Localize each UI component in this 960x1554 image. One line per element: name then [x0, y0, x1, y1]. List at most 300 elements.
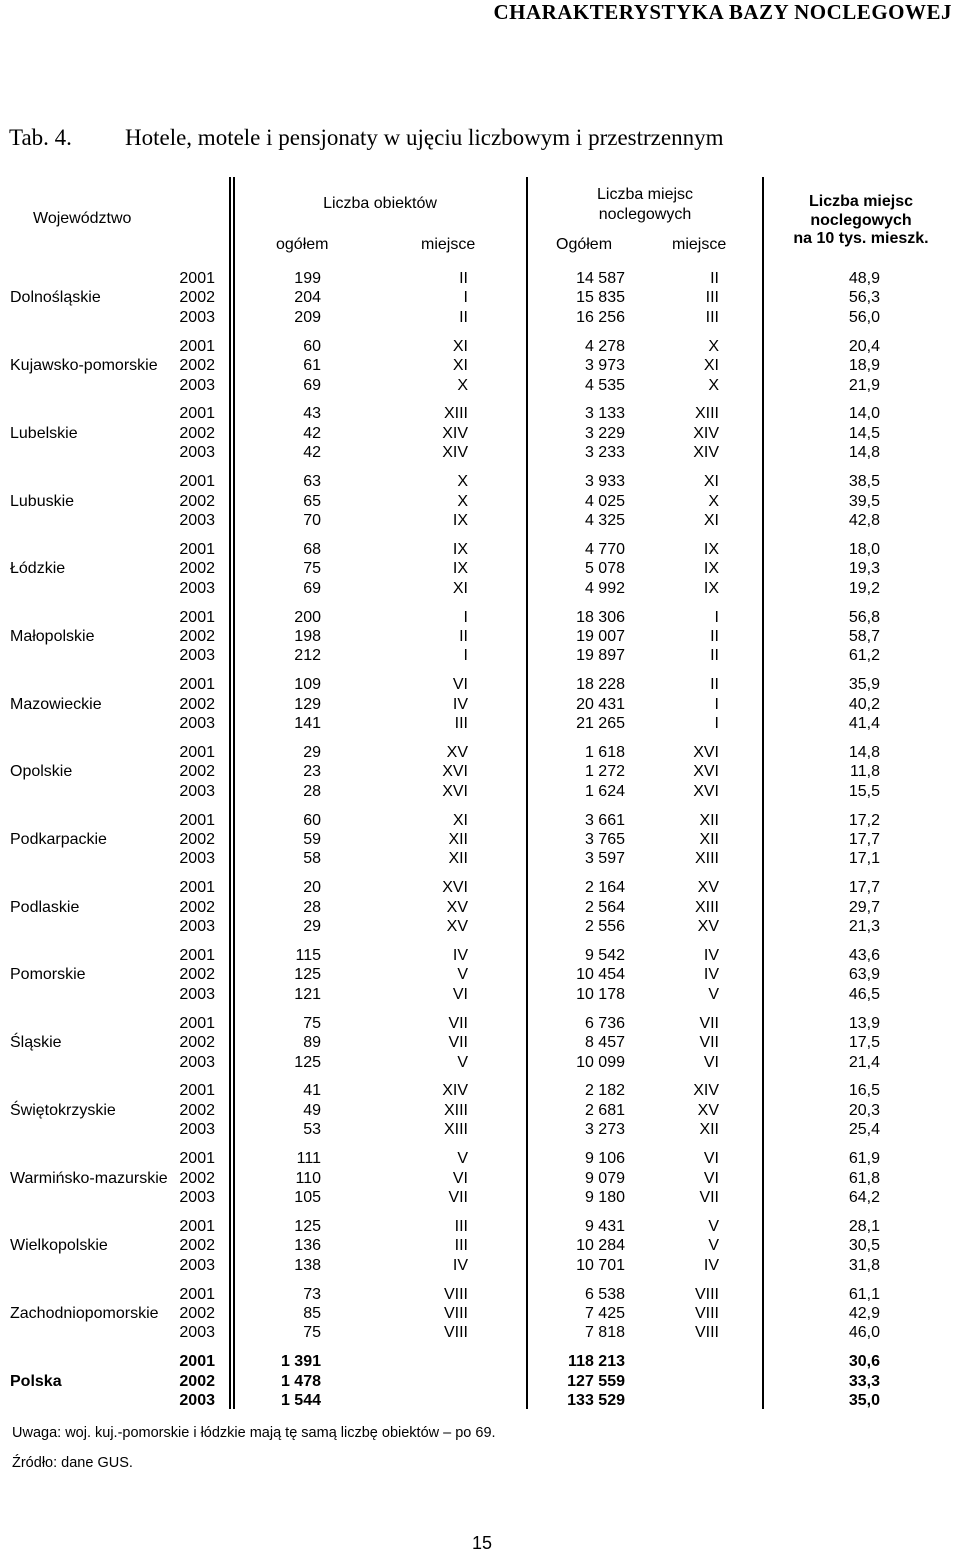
cell-beds-rank: III — [705, 308, 719, 326]
table-row — [0, 424, 960, 443]
region-name: Łódzkie — [10, 560, 66, 578]
table-row — [0, 608, 960, 627]
cell-objects-total: 58 — [303, 850, 321, 868]
cell-rate: 28,1 — [848, 1217, 880, 1235]
cell-beds-total: 3 765 — [584, 831, 625, 848]
header-objects-total: ogółem — [276, 236, 329, 253]
cell-beds-total: 4 535 — [584, 376, 625, 394]
cell-rate: 17,7 — [848, 879, 880, 897]
cell-objects-total: 42 — [303, 424, 321, 442]
cell-year: 2001 — [179, 1353, 215, 1371]
cell-year: 2003 — [179, 376, 215, 394]
cell-rate: 61,2 — [848, 647, 880, 665]
cell-objects-total: 20 — [303, 879, 321, 897]
cell-year: 2002 — [179, 1169, 215, 1187]
table-row — [0, 472, 960, 491]
cell-rate: 48,9 — [848, 270, 880, 287]
region-name: Małopolskie — [10, 627, 95, 645]
cell-beds-rank: IV — [703, 947, 719, 964]
cell-objects-rank: XIII — [443, 1101, 468, 1119]
cell-rate: 17,1 — [848, 850, 880, 868]
cell-beds-total: 9 106 — [584, 1150, 625, 1168]
cell-rate: 13,9 — [848, 1014, 880, 1032]
table-row — [0, 849, 960, 868]
cell-objects-rank: XIV — [442, 1082, 468, 1100]
table-row — [0, 1120, 960, 1139]
cell-rate: 39,5 — [848, 492, 880, 510]
cell-beds-total: 4 025 — [584, 492, 625, 510]
cell-beds-rank: XIV — [693, 1082, 719, 1100]
cell-objects-rank: IV — [452, 947, 468, 964]
cell-beds-rank: V — [708, 1237, 719, 1255]
cell-rate: 33,3 — [848, 1372, 880, 1390]
cell-beds-rank: VI — [703, 1053, 719, 1071]
cell-objects-total: 69 — [303, 579, 321, 597]
cell-beds-rank: II — [710, 676, 719, 694]
table-note: Uwaga: woj. kuj.-pomorskie i łódzkie mają tę samą liczbę obiektów – po 69. — [12, 1425, 496, 1441]
cell-objects-rank: X — [457, 376, 468, 394]
table-caption: Hotele, motele i pensjonaty w ujęciu liczbowym i przestrzennym — [125, 125, 724, 150]
table-row — [0, 946, 960, 965]
cell-objects-rank: XV — [446, 898, 468, 916]
cell-year: 2003 — [179, 1256, 215, 1274]
table-row — [0, 1033, 960, 1052]
cell-beds-rank: I — [714, 715, 719, 732]
cell-year: 2003 — [179, 511, 215, 529]
table-row — [0, 762, 960, 781]
cell-beds-rank: V — [708, 1217, 719, 1235]
cell-objects-total: 125 — [294, 1053, 321, 1071]
region-name: Podkarpackie — [10, 831, 107, 848]
cell-beds-rank: XI — [703, 511, 719, 529]
cell-objects-total: 23 — [303, 763, 321, 781]
table-row — [0, 675, 960, 694]
cell-year: 2001 — [179, 1014, 215, 1032]
cell-year: 2001 — [179, 1150, 215, 1168]
table-number: Tab. 4. — [9, 125, 72, 150]
cell-objects-total: 141 — [294, 715, 321, 732]
cell-objects-total: 28 — [303, 898, 321, 916]
cell-beds-total: 6 736 — [584, 1014, 625, 1032]
cell-beds-rank: VIII — [694, 1324, 719, 1342]
cell-beds-rank: X — [708, 492, 719, 510]
cell-beds-rank: XV — [697, 879, 719, 897]
cell-beds-rank: VI — [703, 1169, 719, 1187]
cell-beds-rank: V — [708, 985, 719, 1003]
cell-objects-rank: IV — [452, 695, 468, 713]
cell-year: 2001 — [179, 1082, 215, 1100]
cell-year: 2001 — [179, 1285, 215, 1303]
cell-beds-total: 9 079 — [584, 1169, 625, 1187]
table-row — [0, 1101, 960, 1120]
cell-year: 2001 — [179, 405, 215, 423]
cell-rate: 42,9 — [848, 1304, 880, 1322]
cell-beds-total: 2 556 — [584, 918, 625, 936]
cell-beds-rank: IV — [703, 1256, 719, 1274]
cell-beds-total: 133 529 — [567, 1392, 625, 1409]
cell-objects-rank: VIII — [443, 1304, 468, 1322]
table-source: Źródło: dane GUS. — [12, 1455, 133, 1471]
cell-year: 2001 — [179, 608, 215, 626]
cell-beds-rank: VII — [699, 1014, 719, 1032]
cell-year: 2002 — [179, 763, 215, 781]
region-name: Świętokrzyskie — [10, 1101, 116, 1119]
cell-beds-total: 9 542 — [584, 947, 625, 964]
table-row — [0, 1285, 960, 1304]
cell-beds-rank: I — [714, 695, 719, 713]
cell-objects-rank: XVI — [442, 763, 468, 781]
cell-beds-rank: XIII — [694, 898, 719, 916]
cell-objects-total: 111 — [296, 1150, 321, 1168]
cell-objects-rank: XI — [452, 579, 468, 597]
header-rate-line2: noclegowych — [810, 212, 912, 229]
cell-objects-rank: VIII — [443, 1285, 468, 1303]
cell-beds-total: 10 701 — [576, 1256, 625, 1274]
cell-objects-total: 198 — [294, 627, 321, 645]
cell-objects-total: 28 — [303, 782, 321, 800]
cell-rate: 17,7 — [848, 831, 880, 848]
cell-objects-rank: X — [457, 473, 468, 491]
cell-beds-total: 3 233 — [584, 444, 625, 462]
table-row — [0, 356, 960, 375]
cell-objects-rank: I — [463, 608, 468, 626]
cell-objects-rank: XIII — [443, 1121, 468, 1139]
cell-objects-total: 125 — [294, 1217, 321, 1235]
region-name: Lubelskie — [10, 424, 78, 442]
cell-objects-total: 199 — [294, 270, 321, 287]
cell-beds-rank: II — [710, 627, 719, 645]
region-name: Śląskie — [10, 1034, 62, 1052]
table-row — [0, 627, 960, 646]
cell-beds-total: 1 618 — [584, 743, 625, 761]
cell-objects-rank: VI — [452, 676, 468, 694]
cell-year: 2001 — [179, 473, 215, 491]
cell-objects-total: 42 — [303, 444, 321, 462]
cell-year: 2003 — [179, 579, 215, 597]
cell-year: 2002 — [179, 831, 215, 848]
header-beds-line1: Liczba miejsc — [596, 186, 694, 203]
region-name: Mazowieckie — [10, 695, 102, 713]
cell-rate: 56,0 — [848, 308, 880, 326]
cell-year: 2003 — [179, 308, 215, 326]
header-objects: Liczba obiektów — [323, 195, 437, 212]
cell-beds-rank: XV — [697, 1101, 719, 1119]
cell-year: 2001 — [179, 879, 215, 897]
cell-year: 2003 — [179, 782, 215, 800]
cell-year: 2001 — [179, 743, 215, 761]
cell-objects-rank: XIV — [442, 424, 468, 442]
cell-rate: 19,2 — [848, 579, 880, 597]
cell-beds-total: 2 564 — [584, 898, 625, 916]
cell-beds-total: 118 213 — [568, 1353, 625, 1371]
cell-beds-total: 2 681 — [584, 1101, 625, 1119]
cell-objects-total: 204 — [294, 289, 321, 307]
cell-beds-rank: X — [708, 376, 719, 394]
cell-beds-rank: XIII — [694, 850, 719, 868]
cell-beds-total: 6 538 — [584, 1285, 625, 1303]
cell-objects-total: 75 — [303, 1014, 321, 1032]
cell-beds-rank: X — [708, 337, 719, 355]
cell-year: 2003 — [179, 1392, 215, 1409]
table-row — [0, 559, 960, 578]
cell-objects-total: 75 — [303, 1324, 321, 1342]
cell-objects-total: 69 — [303, 376, 321, 394]
cell-year: 2002 — [179, 357, 215, 375]
region-name: Lubuskie — [10, 492, 75, 510]
table-row — [0, 579, 960, 598]
cell-objects-total: 70 — [303, 511, 321, 529]
cell-beds-rank: XII — [699, 1121, 719, 1139]
header-rate-line1: Liczba miejsc — [808, 193, 914, 210]
header-region: Województwo — [33, 210, 132, 227]
table-row — [0, 1391, 960, 1410]
region-name: Polska — [10, 1372, 62, 1390]
cell-year: 2001 — [179, 337, 215, 355]
cell-year: 2003 — [179, 647, 215, 665]
table-row — [0, 917, 960, 936]
table-row — [0, 1323, 960, 1342]
cell-objects-total: 110 — [295, 1169, 321, 1187]
cell-rate: 20,4 — [848, 337, 880, 355]
cell-beds-rank: XVI — [693, 743, 719, 761]
cell-beds-rank: IX — [703, 560, 719, 578]
header-rate-line3: na 10 tys. mieszk. — [793, 230, 929, 247]
cell-beds-total: 1 624 — [584, 782, 625, 800]
table-row — [0, 1081, 960, 1100]
cell-objects-rank: XIV — [442, 444, 468, 462]
cell-beds-total: 18 306 — [576, 608, 625, 626]
cell-beds-total: 4 992 — [584, 579, 625, 597]
cell-year: 2001 — [179, 947, 215, 964]
cell-rate: 29,7 — [848, 898, 880, 916]
table-row — [0, 511, 960, 530]
cell-beds-total: 5 078 — [584, 560, 625, 578]
cell-year: 2002 — [179, 898, 215, 916]
cell-rate: 21,9 — [848, 376, 880, 394]
table-row — [0, 337, 960, 356]
table-row — [0, 830, 960, 849]
cell-objects-total: 85 — [303, 1304, 321, 1322]
cell-beds-total: 9 431 — [584, 1217, 625, 1235]
region-name: Warmińsko-mazurskie — [10, 1169, 168, 1187]
cell-beds-total: 127 559 — [567, 1372, 625, 1390]
cell-objects-rank: XI — [452, 357, 468, 375]
cell-objects-rank: III — [454, 715, 468, 732]
cell-objects-rank: XI — [452, 337, 468, 355]
region-name: Wielkopolskie — [10, 1237, 108, 1255]
cell-rate: 61,8 — [848, 1169, 880, 1187]
cell-beds-rank: II — [710, 647, 719, 665]
table-row — [0, 1053, 960, 1072]
cell-year: 2003 — [179, 715, 215, 732]
cell-beds-rank: XII — [699, 811, 719, 829]
cell-year: 2003 — [179, 985, 215, 1003]
cell-beds-rank: XI — [703, 357, 719, 375]
cell-beds-total: 4 278 — [584, 337, 625, 355]
cell-objects-rank: III — [454, 1217, 468, 1235]
cell-beds-total: 3 273 — [584, 1121, 625, 1139]
cell-rate: 56,3 — [848, 289, 880, 307]
cell-beds-total: 9 180 — [584, 1188, 625, 1206]
cell-beds-rank: XVI — [693, 782, 719, 800]
cell-beds-total: 21 265 — [576, 715, 625, 732]
cell-rate: 30,5 — [848, 1237, 880, 1255]
cell-objects-rank: V — [457, 1053, 468, 1071]
cell-year: 2002 — [179, 1034, 215, 1052]
cell-objects-rank: VII — [448, 1188, 468, 1206]
cell-year: 2001 — [179, 1217, 215, 1235]
cell-year: 2002 — [179, 695, 215, 713]
table-row — [0, 1014, 960, 1033]
cell-objects-rank: VI — [452, 985, 468, 1003]
cell-objects-rank: XII — [448, 831, 468, 848]
cell-objects-rank: I — [463, 647, 468, 665]
cell-objects-total: 1 391 — [280, 1353, 321, 1371]
cell-objects-total: 200 — [294, 608, 321, 626]
cell-beds-rank: VI — [703, 1150, 719, 1168]
cell-rate: 18,9 — [848, 357, 880, 375]
cell-objects-rank: II — [459, 308, 468, 326]
table-row — [0, 376, 960, 395]
region-name: Pomorskie — [10, 966, 86, 984]
cell-objects-total: 129 — [294, 695, 321, 713]
table-row — [0, 443, 960, 462]
cell-objects-rank: VI — [452, 1169, 468, 1187]
cell-year: 2001 — [179, 676, 215, 694]
cell-rate: 17,5 — [848, 1034, 880, 1052]
cell-beds-rank: IX — [703, 579, 719, 597]
cell-beds-total: 18 228 — [576, 676, 625, 694]
cell-objects-rank: IV — [452, 1256, 468, 1274]
cell-objects-total: 89 — [303, 1034, 321, 1052]
table-row — [0, 308, 960, 327]
cell-objects-rank: I — [463, 289, 468, 307]
cell-year: 2002 — [179, 424, 215, 442]
cell-beds-total: 3 973 — [584, 357, 625, 375]
cell-beds-total: 14 587 — [576, 270, 625, 287]
cell-year: 2002 — [179, 1372, 215, 1390]
cell-beds-rank: XI — [703, 473, 719, 491]
cell-rate: 40,2 — [848, 695, 880, 713]
table-row — [0, 1188, 960, 1207]
cell-rate: 35,0 — [848, 1392, 880, 1409]
cell-objects-rank: IX — [452, 540, 468, 558]
cell-year: 2002 — [179, 1237, 215, 1255]
cell-rate: 15,5 — [848, 782, 880, 800]
region-name: Zachodniopomorskie — [10, 1304, 159, 1322]
cell-beds-total: 4 325 — [584, 511, 625, 529]
cell-beds-rank: XIV — [693, 424, 719, 442]
table-row — [0, 743, 960, 762]
cell-rate: 19,3 — [848, 560, 880, 578]
table-title — [9, 124, 723, 152]
cell-objects-rank: VIII — [443, 1324, 468, 1342]
cell-objects-total: 49 — [303, 1101, 321, 1119]
table-row — [0, 1236, 960, 1255]
cell-rate: 58,7 — [848, 627, 880, 645]
cell-beds-rank: VIII — [694, 1285, 719, 1303]
cell-beds-rank: III — [705, 289, 719, 307]
running-header: CHARAKTERYSTYKA BAZY NOCLEGOWEJ — [493, 0, 952, 24]
cell-objects-total: 53 — [303, 1121, 321, 1139]
cell-beds-total: 2 164 — [584, 879, 625, 897]
cell-beds-total: 19 007 — [576, 627, 625, 645]
cell-objects-total: 75 — [303, 560, 321, 578]
cell-objects-rank: XIII — [443, 405, 468, 423]
cell-year: 2003 — [179, 1053, 215, 1071]
cell-year: 2002 — [179, 289, 215, 307]
table-row — [0, 540, 960, 559]
cell-year: 2002 — [179, 492, 215, 510]
table-row — [0, 492, 960, 511]
cell-objects-total: 115 — [295, 947, 321, 964]
header-objects-rank: miejsce — [421, 236, 476, 253]
cell-objects-rank: VII — [448, 1034, 468, 1052]
table-row — [0, 1217, 960, 1236]
cell-objects-total: 29 — [303, 918, 321, 936]
cell-objects-rank: VII — [448, 1014, 468, 1032]
cell-objects-rank: XI — [452, 811, 468, 829]
region-name: Dolnośląskie — [10, 289, 101, 307]
cell-beds-rank: VII — [699, 1034, 719, 1052]
table-row — [0, 1352, 960, 1371]
cell-beds-rank: I — [714, 608, 719, 626]
cell-beds-total: 7 425 — [584, 1304, 625, 1322]
region-name: Kujawsko-pomorskie — [10, 357, 158, 375]
cell-rate: 25,4 — [848, 1121, 880, 1139]
cell-rate: 14,5 — [848, 424, 880, 442]
cell-year: 2003 — [179, 1121, 215, 1139]
header-beds-rank: miejsce — [672, 236, 727, 253]
cell-rate: 43,6 — [848, 947, 880, 964]
cell-rate: 20,3 — [848, 1101, 880, 1119]
cell-rate: 41,4 — [848, 715, 880, 732]
table-row — [0, 695, 960, 714]
table-row — [0, 898, 960, 917]
cell-beds-total: 2 182 — [584, 1082, 625, 1100]
table-row — [0, 269, 960, 288]
cell-rate: 11,8 — [850, 763, 880, 781]
cell-objects-rank: II — [459, 270, 468, 287]
cell-year: 2001 — [179, 811, 215, 829]
cell-rate: 61,9 — [848, 1150, 880, 1168]
cell-beds-rank: II — [710, 270, 719, 287]
cell-objects-rank: XVI — [442, 879, 468, 897]
cell-rate: 63,9 — [848, 966, 880, 984]
cell-beds-rank: IX — [703, 540, 719, 558]
cell-beds-rank: XV — [697, 918, 719, 936]
cell-year: 2003 — [179, 1188, 215, 1206]
table-row — [0, 985, 960, 1004]
table-row — [0, 878, 960, 897]
cell-rate: 21,3 — [848, 918, 880, 936]
table-row — [0, 1372, 960, 1391]
cell-beds-total: 3 229 — [584, 424, 625, 442]
cell-year: 2001 — [179, 270, 215, 287]
cell-objects-total: 105 — [294, 1188, 321, 1206]
cell-rate: 42,8 — [848, 511, 880, 529]
cell-year: 2003 — [179, 1324, 215, 1342]
cell-year: 2003 — [179, 850, 215, 868]
cell-objects-total: 43 — [303, 405, 321, 423]
cell-objects-rank: XV — [446, 918, 468, 936]
cell-objects-total: 29 — [303, 743, 321, 761]
cell-objects-total: 125 — [294, 966, 321, 984]
cell-beds-total: 10 284 — [576, 1237, 625, 1255]
cell-rate: 56,8 — [848, 608, 880, 626]
cell-rate: 21,4 — [848, 1053, 880, 1071]
cell-rate: 14,8 — [848, 444, 880, 462]
